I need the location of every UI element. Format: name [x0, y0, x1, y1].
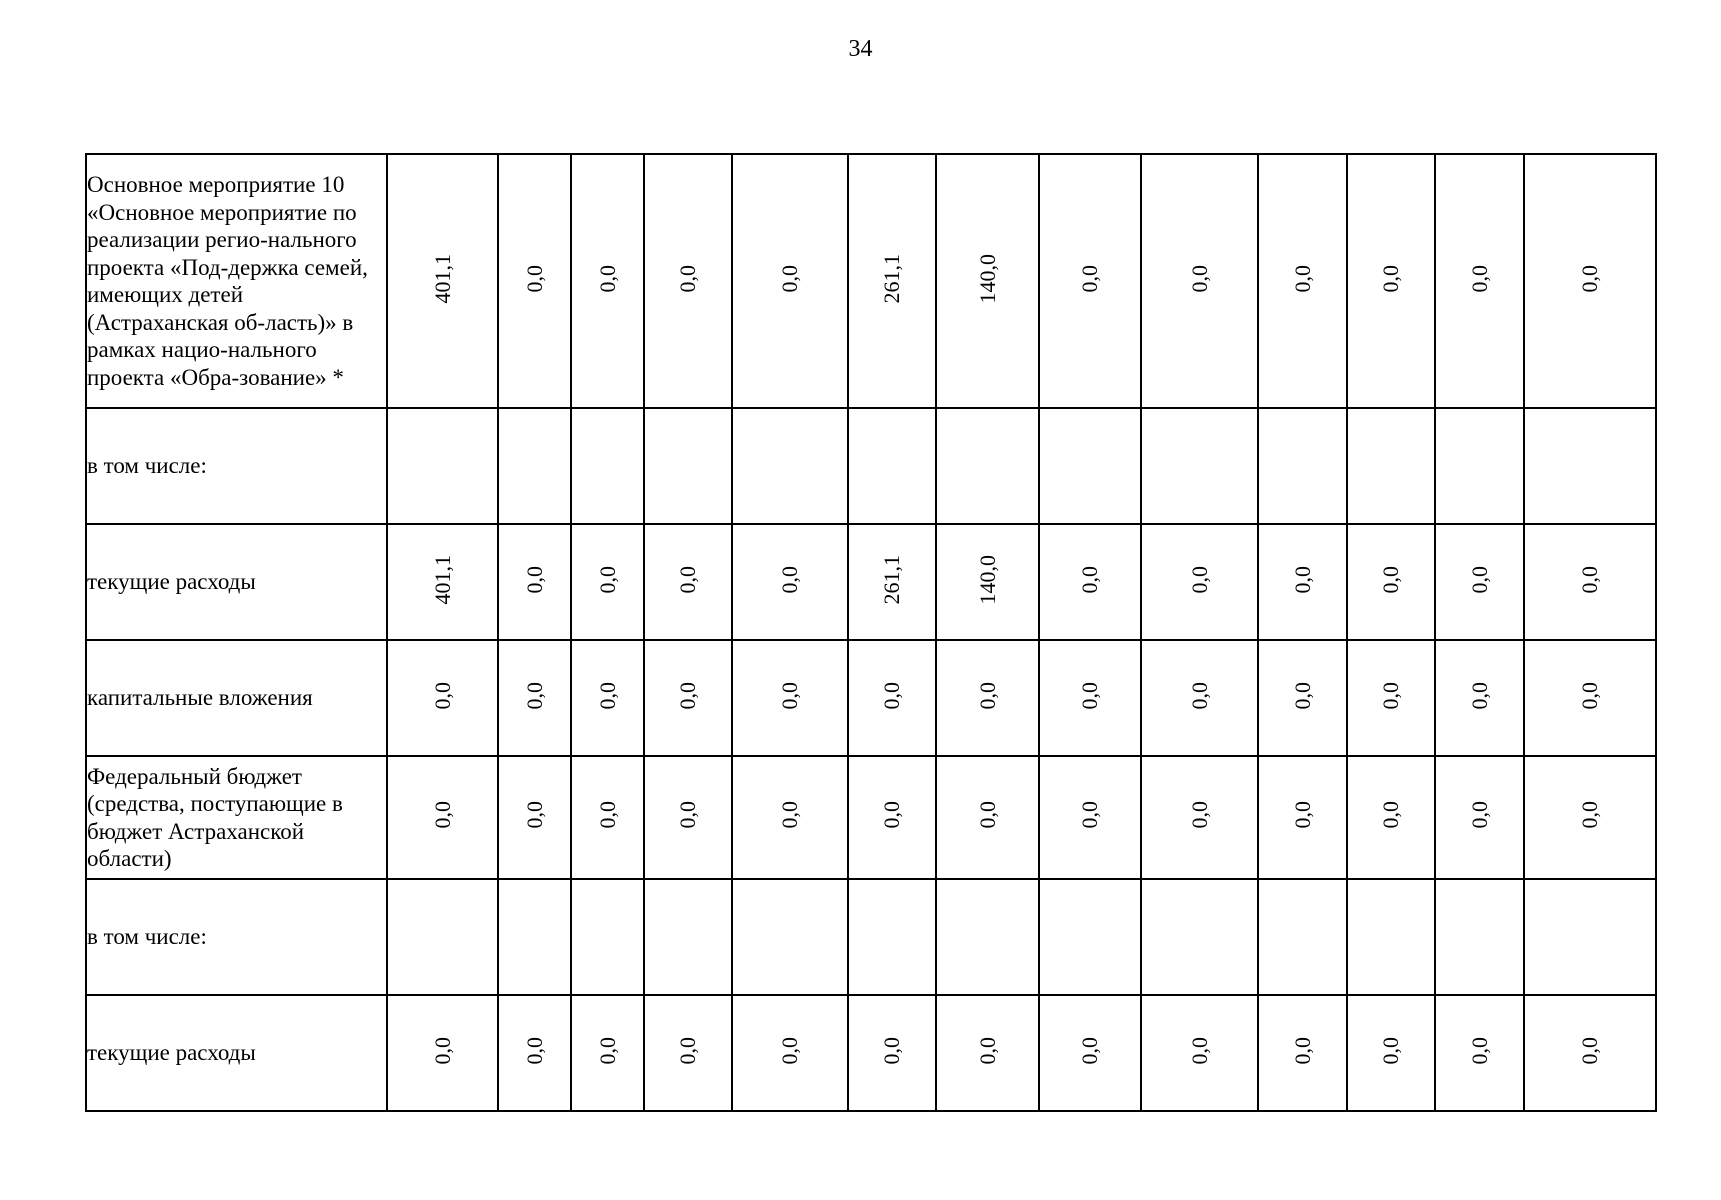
- value-cell: [1039, 408, 1141, 524]
- value-cell: [1347, 640, 1435, 756]
- value-cell: [1347, 756, 1435, 879]
- cell-value: 0,0: [1077, 264, 1102, 293]
- cell-value: 0,0: [1077, 801, 1102, 829]
- cell-value: 0,0: [1378, 565, 1403, 594]
- row-label: текущие расходы: [86, 524, 387, 640]
- cell-value: 0,0: [1186, 264, 1212, 293]
- value-cell: [1524, 995, 1656, 1111]
- cell-value: 0,0: [1186, 1036, 1212, 1065]
- cell-value: 0,0: [1577, 565, 1602, 594]
- value-cell: [498, 756, 571, 879]
- row-label: Основное мероприятие 10 «Основное мероприятие по реализации регио-нального проекта «Под-держка семей, имеющих детей (Астраханская об-ласть)» в рамках нацио-нального проекта «Обра-зование» *: [86, 154, 387, 408]
- value-cell: [1435, 879, 1524, 995]
- cell-value: 0,0: [1289, 1036, 1315, 1065]
- value-cell: [1141, 154, 1258, 408]
- cell-value: 0,0: [521, 801, 547, 829]
- value-cell: [644, 995, 732, 1111]
- value-cell: [1347, 995, 1435, 1111]
- value-cell: [1039, 154, 1141, 408]
- value-cell: [387, 879, 498, 995]
- value-cell: [387, 995, 498, 1111]
- value-cell: [571, 879, 644, 995]
- cell-value: 0,0: [675, 565, 700, 594]
- cell-value: 0,0: [675, 681, 700, 710]
- value-cell: [1258, 408, 1347, 524]
- value-cell: [571, 154, 644, 408]
- cell-value: 0,0: [777, 801, 802, 829]
- value-cell: [644, 408, 732, 524]
- cell-value: 0,0: [594, 264, 620, 293]
- cell-value: 0,0: [1378, 801, 1403, 829]
- value-cell: [1141, 408, 1258, 524]
- value-cell: [571, 756, 644, 879]
- table-row: [86, 524, 1656, 640]
- value-cell: [1141, 995, 1258, 1111]
- value-cell: [1435, 995, 1524, 1111]
- cell-value: 0,0: [594, 681, 620, 710]
- value-cell: [936, 995, 1039, 1111]
- value-cell: [498, 408, 571, 524]
- value-cell: [498, 640, 571, 756]
- value-cell: [387, 408, 498, 524]
- value-cell: [1039, 879, 1141, 995]
- value-cell: [644, 640, 732, 756]
- value-cell: [848, 524, 936, 640]
- cell-value: 0,0: [1186, 801, 1212, 829]
- cell-value: 0,0: [521, 565, 547, 594]
- cell-value: 0,0: [429, 681, 455, 710]
- value-cell: [848, 154, 936, 408]
- cell-value: 0,0: [1077, 565, 1102, 594]
- value-cell: [732, 524, 848, 640]
- value-cell: [936, 756, 1039, 879]
- cell-value: 0,0: [594, 565, 620, 594]
- value-cell: [936, 640, 1039, 756]
- cell-value: 0,0: [675, 1036, 700, 1065]
- row-label: капитальные вложения: [86, 640, 387, 756]
- value-cell: [571, 640, 644, 756]
- table-row: [86, 756, 1656, 879]
- value-cell: [644, 879, 732, 995]
- value-cell: [936, 524, 1039, 640]
- table-row: [86, 154, 1656, 408]
- value-cell: [1435, 756, 1524, 879]
- cell-value: 0,0: [777, 565, 802, 594]
- cell-value: 0,0: [879, 801, 904, 829]
- value-cell: [571, 995, 644, 1111]
- value-cell: [1435, 640, 1524, 756]
- value-cell: [936, 408, 1039, 524]
- value-cell: [1435, 408, 1524, 524]
- cell-value: 0,0: [1186, 565, 1212, 594]
- value-cell: [1039, 524, 1141, 640]
- value-cell: [732, 995, 848, 1111]
- table-row: [86, 408, 1656, 524]
- cell-value: 0,0: [1466, 801, 1492, 829]
- value-cell: [571, 524, 644, 640]
- cell-value: 0,0: [429, 801, 455, 829]
- value-cell: [644, 154, 732, 408]
- cell-value: 0,0: [594, 1036, 620, 1065]
- row-label: Федеральный бюджет (средства, поступающие в бюджет Астраханской области): [86, 756, 387, 879]
- value-cell: [644, 756, 732, 879]
- cell-value: 0,0: [1466, 681, 1492, 710]
- cell-value: 0,0: [1577, 801, 1602, 829]
- value-cell: [732, 756, 848, 879]
- row-label: в том числе:: [86, 879, 387, 995]
- cell-value: 0,0: [1577, 1036, 1602, 1065]
- value-cell: [848, 408, 936, 524]
- value-cell: [1141, 640, 1258, 756]
- cell-value: 401,1: [429, 554, 455, 605]
- cell-value: 0,0: [1289, 264, 1315, 293]
- cell-value: 261,1: [879, 554, 904, 605]
- cell-value: 0,0: [1378, 1036, 1403, 1065]
- value-cell: [1435, 524, 1524, 640]
- cell-value: 0,0: [1378, 681, 1403, 710]
- value-cell: [1258, 154, 1347, 408]
- value-cell: [936, 154, 1039, 408]
- cell-value: 0,0: [1466, 565, 1492, 594]
- value-cell: [848, 640, 936, 756]
- value-cell: [1347, 879, 1435, 995]
- value-cell: [936, 879, 1039, 995]
- cell-value: 0,0: [1577, 264, 1602, 293]
- value-cell: [571, 408, 644, 524]
- value-cell: [1258, 640, 1347, 756]
- value-cell: [387, 154, 498, 408]
- cell-value: 0,0: [1466, 264, 1492, 293]
- value-cell: [732, 154, 848, 408]
- value-cell: [387, 756, 498, 879]
- value-cell: [1347, 154, 1435, 408]
- cell-value: 0,0: [974, 1036, 1000, 1065]
- value-cell: [387, 640, 498, 756]
- cell-value: 0,0: [1466, 1036, 1492, 1065]
- value-cell: [387, 524, 498, 640]
- cell-value: 0,0: [879, 1036, 904, 1065]
- value-cell: [1039, 756, 1141, 879]
- cell-value: 0,0: [1577, 681, 1602, 710]
- value-cell: [732, 640, 848, 756]
- value-cell: [498, 879, 571, 995]
- value-cell: [1435, 154, 1524, 408]
- value-cell: [1524, 154, 1656, 408]
- cell-value: 0,0: [974, 801, 1000, 829]
- cell-value: 0,0: [1289, 801, 1315, 829]
- cell-value: 0,0: [521, 264, 547, 293]
- value-cell: [732, 879, 848, 995]
- value-cell: [1258, 879, 1347, 995]
- value-cell: [1524, 524, 1656, 640]
- cell-value: 0,0: [777, 1036, 802, 1065]
- cell-value: 0,0: [675, 801, 700, 829]
- cell-value: 0,0: [777, 264, 802, 293]
- cell-value: 0,0: [777, 681, 802, 710]
- cell-value: 0,0: [1289, 681, 1315, 710]
- value-cell: [1524, 408, 1656, 524]
- cell-value: 140,0: [974, 554, 1000, 605]
- cell-value: 0,0: [974, 681, 1000, 710]
- value-cell: [848, 995, 936, 1111]
- value-cell: [732, 408, 848, 524]
- value-cell: [1524, 756, 1656, 879]
- row-label: текущие расходы: [86, 995, 387, 1111]
- value-cell: [1347, 524, 1435, 640]
- page-number: 34: [848, 36, 873, 62]
- row-label: в том числе:: [86, 408, 387, 524]
- cell-value: 0,0: [879, 681, 904, 710]
- cell-value: 0,0: [1186, 681, 1212, 710]
- table-row: [86, 879, 1656, 995]
- table-row: [86, 640, 1656, 756]
- value-cell: [1258, 524, 1347, 640]
- cell-value: 0,0: [429, 1036, 455, 1065]
- table-row: [86, 995, 1656, 1111]
- value-cell: [848, 879, 936, 995]
- value-cell: [1039, 640, 1141, 756]
- value-cell: [848, 756, 936, 879]
- cell-value: 0,0: [521, 681, 547, 710]
- cell-value: 0,0: [594, 801, 620, 829]
- cell-value: 0,0: [675, 264, 700, 293]
- cell-value: 140,0: [974, 253, 1000, 304]
- cell-value: 0,0: [521, 1036, 547, 1065]
- cell-value: 401,1: [429, 253, 455, 304]
- cell-value: 0,0: [1077, 681, 1102, 710]
- cell-value: 0,0: [1378, 264, 1403, 293]
- value-cell: [498, 524, 571, 640]
- value-cell: [1524, 879, 1656, 995]
- cell-value: 0,0: [1077, 1036, 1102, 1065]
- cell-value: 261,1: [879, 253, 904, 304]
- value-cell: [1039, 995, 1141, 1111]
- value-cell: [1258, 995, 1347, 1111]
- value-cell: [1258, 756, 1347, 879]
- budget-table: [85, 153, 1657, 1112]
- value-cell: [498, 154, 571, 408]
- value-cell: [1524, 640, 1656, 756]
- value-cell: [1141, 756, 1258, 879]
- value-cell: [1347, 408, 1435, 524]
- cell-value: 0,0: [1289, 565, 1315, 594]
- value-cell: [1141, 524, 1258, 640]
- value-cell: [498, 995, 571, 1111]
- value-cell: [1141, 879, 1258, 995]
- value-cell: [644, 524, 732, 640]
